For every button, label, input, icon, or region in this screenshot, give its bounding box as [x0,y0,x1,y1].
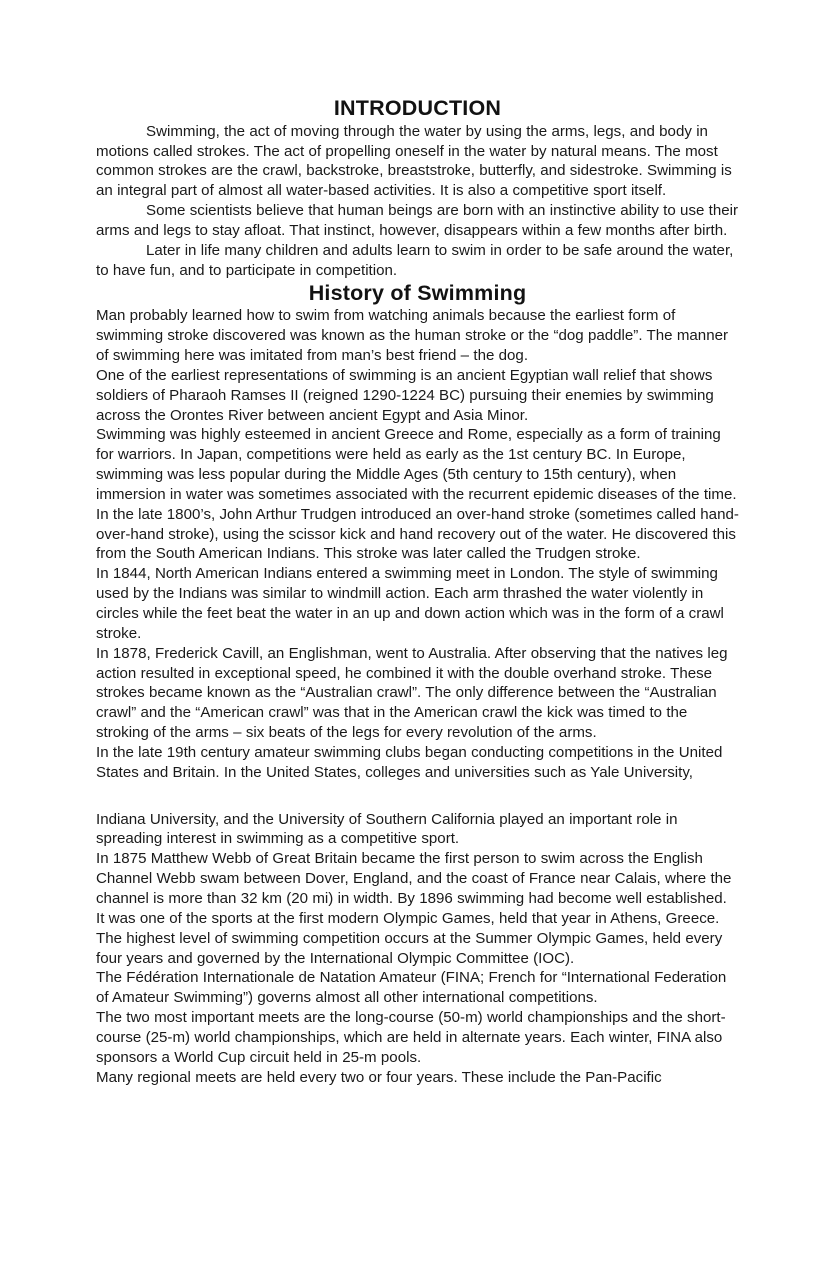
paragraph: One of the earliest representations of swimming is an ancient Egyptian wall relief that shows soldiers of Pharaoh Ramses II (reigned 1290-1224 BC) pursuing their enemies by swimming across the Orontes River between ancient Egypt and Asia Minor. [96,366,714,424]
history-section-part-two [96,810,739,1088]
paragraph: The two most important meets are the long-course (50-m) world championships and the short-course (25-m) world championships, which are held in alternate years. Each winter, FINA also sponsors a World Cup circuit held in 25-m pools. [96,1009,726,1066]
paragraph: Swimming, the act of moving through the water by using the arms, legs, and body in motions called strokes. The act of propelling oneself in the water by natural means. The most common strokes are the crawl, backstroke, breaststroke, butterfly, and sidestroke. Swimming is an integral part of almost all water-based activities. It is also a competitive sport itself. [96,122,732,200]
paragraph: The highest level of swimming competition occurs at the Summer Olympic Games, held every four years and governed by the International Olympic Committee (IOC). [96,929,723,967]
paragraph: The Fédération Internationale de Natation Amateur (FINA; French for “International Federation of Amateur Swimming”) governs almost all other international competitions. [96,969,727,1007]
paragraph: Later in life many children and adults learn to swim in order to be safe around the water, to have fun, and to participate in competition. [96,241,734,279]
paragraph: Man probably learned how to swim from watching animals because the earliest form of swimming stroke discovered was known as the human stroke or the “dog paddle”. The manner of swimming here was imitated from man’s best friend – the dog. [96,307,729,365]
page-title-history-of-swimming: History of Swimming [308,280,527,305]
paragraph: Many regional meets are held every two or four years. These include the Pan-Pacific [96,1068,662,1086]
document-body [96,96,739,1087]
paragraph: Some scientists believe that human beings are born with an instinctive ability to use their arms and legs to stay afloat. That instinct, however, disappears within a few months after birth. [96,202,739,240]
introduction-section [96,122,739,281]
paragraph: In the late 1800’s, John Arthur Trudgen introduced an over-hand stroke (sometimes called hand-over-hand stroke), using the scissor kick and hand recovery out of the water. He discovered this from the South American Indians. This stroke was later called the Trudgen stroke. [96,505,739,563]
section-break-spacer [96,783,739,810]
history-section-part-one [96,306,739,782]
paragraph: In 1844, North American Indians entered a swimming meet in London. The style of swimming used by the Indians was similar to windmill action. Each arm thrashed the water violently in circles while the feet beat the water in an up and down action which was in the form of a crawl stroke. [96,565,724,642]
paragraph: In 1878, Frederick Cavill, an Englishman, went to Australia. After observing that the natives leg action resulted in exceptional speed, he combined it with the double overhand stroke. These strokes became known as the “Australian crawl”. The only difference between the “Australian crawl” and the “American crawl” was that in the American crawl the kick was timed to the stroking of the arms – six beats of the legs for every revolution of the arms. [96,644,728,742]
page-title-introduction: INTRODUCTION [333,96,502,120]
paragraph: In the late 19th century amateur swimming clubs began conducting competitions in the United States and Britain. In the United States, colleges and universities such as Yale University, [96,743,723,781]
paragraph: In 1875 Matthew Webb of Great Britain became the first person to swim across the English Channel Webb swam between Dover, England, and the coast of France near Calais, where the channel is more than 32 km (20 mi) in width. By 1896 swimming had become well established. It was one of the sports at the first modern Olympic Games, held that year in Athens, Greece. [96,850,732,927]
paragraph: Swimming was highly esteemed in ancient Greece and Rome, especially as a form of training for warriors. In Japan, competitions were held as early as the 1st century BC. In Europe, swimming was less popular during the Middle Ages (5th century to 15th century), when immersion in water was sometimes associated with the recurrent epidemic diseases of the time. [96,426,737,503]
paragraph: Indiana University, and the University of Southern California played an important role in spreading interest in swimming as a competitive sport. [96,810,678,848]
